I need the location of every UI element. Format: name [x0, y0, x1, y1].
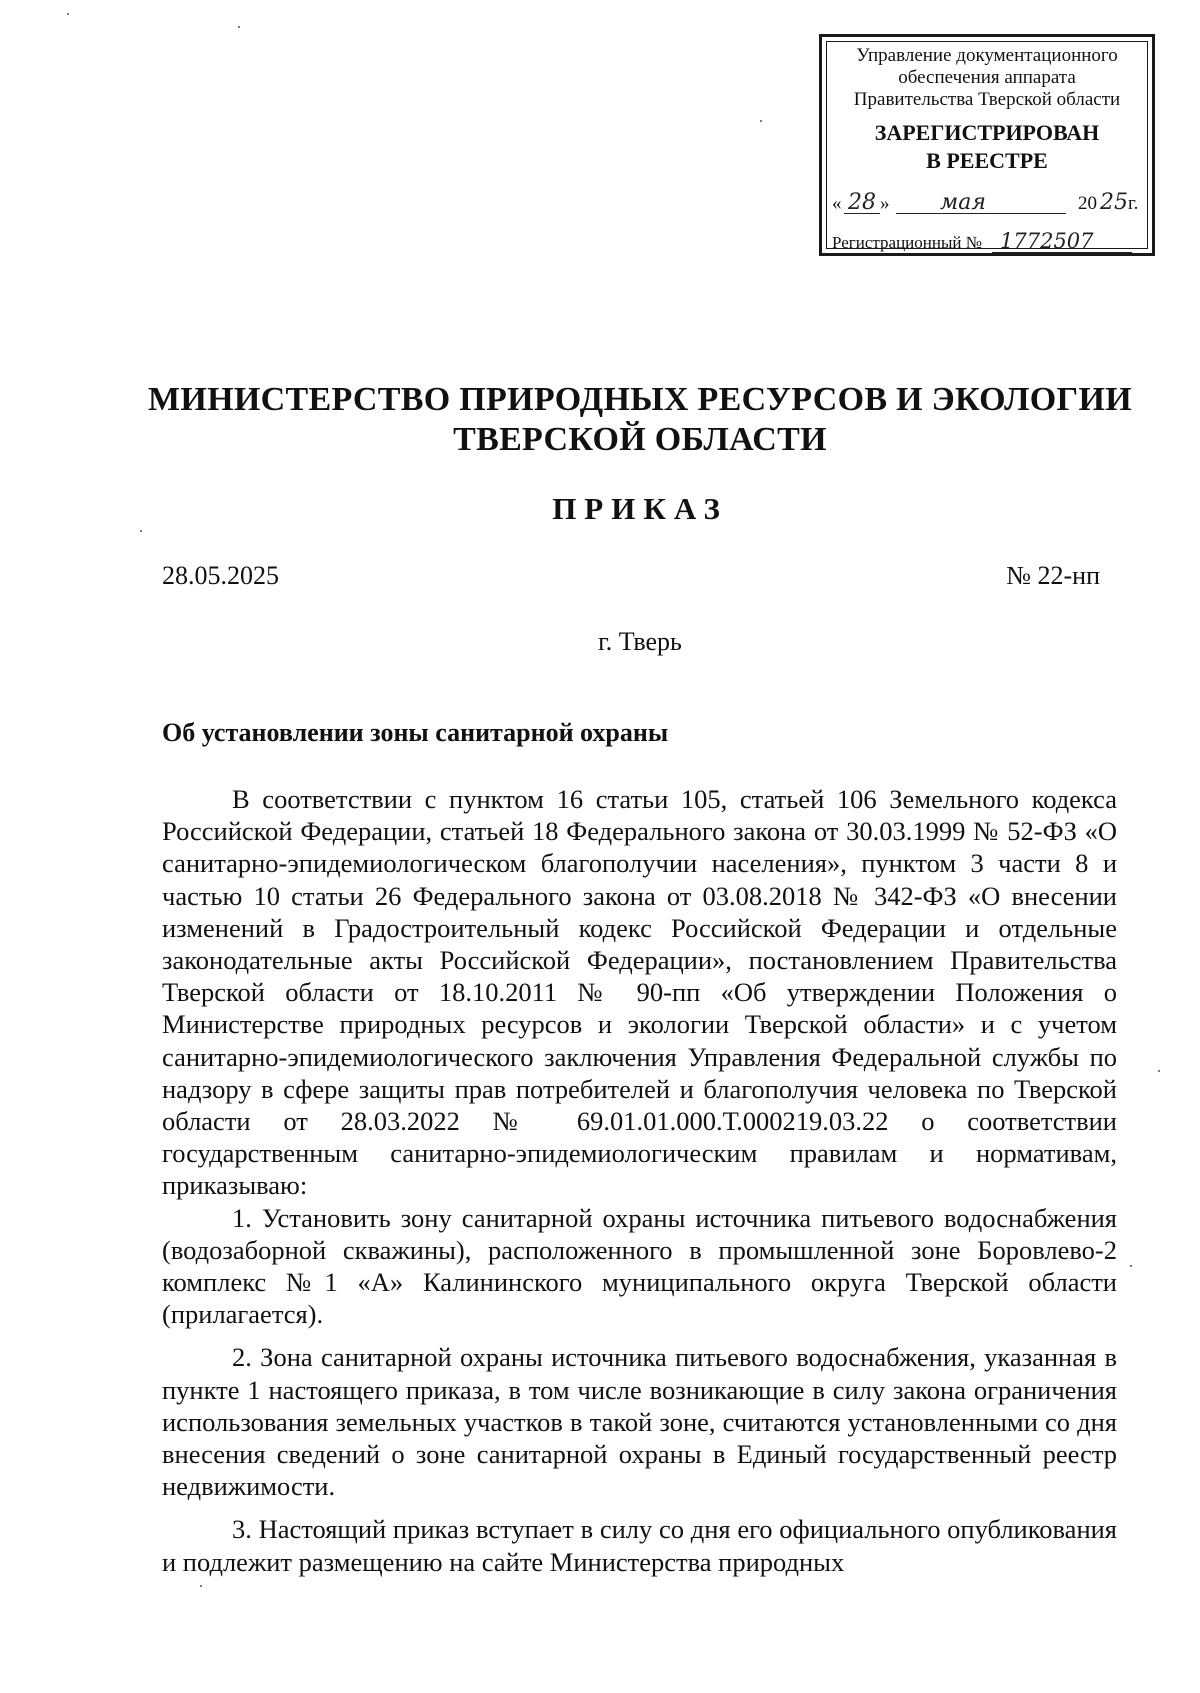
document-subject: Об установлении зоны санитарной охраны — [162, 718, 669, 747]
stamp-year-mark: г. — [1128, 193, 1139, 214]
stamp-day: 28 — [848, 190, 876, 215]
ministry-title-line1: МИНИСТЕРСТВО ПРИРОДНЫХ РЕСУРСОВ И ЭКОЛОГИИ — [148, 381, 1132, 418]
preamble-paragraph: В соответствии с пунктом 16 статьи 105, статьей 106 Земельного кодекса Российской Федерации, статьей 18 Федерального закона от 30.03.1999 № 52-ФЗ «О санитарно-эпидемиологическом благополучии населения», пунктом 3 части 8 и частью 10 статьи 26 Федерального закона от 03.08.2018 № 342-ФЗ «О внесении изменений в Градостроительный кодекс Российской Федерации и отдельные законодательные акты Российской Федерации», постановлением Правительства Тверской области от 18.10.2011 № 90-пп «Об утверждении Положения о Министерстве природных ресурсов и экологии Тверской области» и с учетом санитарно-эпидемиологического заключения Управления Федеральной службы по надзору в сфере защиты прав потребителей и благополучия человека по Тверской области от 28.03.2022 № 69.01.01.000.Т.000219.03.22 о соответствии государственным санитарно-эпидемиологическим правилам и нормативам, приказываю: — [162, 784, 1117, 1201]
stamp-org-line: Управление документационного — [856, 45, 1118, 66]
order-item-3: 3. Настоящий приказ вступает в силу со дня его официального опубликования и подлежит размещению на сайте Министерства природных — [162, 1514, 1117, 1577]
order-item-2: 2. Зона санитарной охраны источника питьевого водоснабжения, указанная в пункте 1 настоящего приказа, в том числе возникающие в силу закона ограничения использования земельных участков в такой зоне, считаются установленными со дня внесения сведений о зоне санитарной охраны в Единый государственный реестр недвижимости. — [162, 1342, 1117, 1502]
order-item-1: 1. Установить зону санитарной охраны источника питьевого водоснабжения (водозаборной скважины), расположенного в промышленной зоне Боровлево-2 комплекс №1 «А» Калининского муниципального округа Тверской области (прилагается). — [162, 1202, 1117, 1330]
open-quote: « — [832, 193, 842, 214]
stamp-year-prefix: 20 — [1078, 193, 1097, 214]
stamp-org-line: обеспечения аппарата — [898, 67, 1076, 88]
stamp-organization — [822, 45, 1152, 111]
close-quote: » — [880, 193, 890, 214]
stamp-org-line: Правительства Тверской области — [853, 89, 1121, 110]
document-number: № 22-нп — [1006, 561, 1100, 590]
stamp-registered — [822, 119, 1152, 175]
document-type: ПРИКАЗ — [552, 491, 728, 526]
ministry-title-line2: ТВЕРСКОЙ ОБЛАСТИ — [453, 421, 827, 458]
document-date: 28.05.2025 — [162, 561, 279, 590]
document-body — [162, 783, 1117, 1578]
document-city: г. Тверь — [598, 627, 682, 656]
stamp-registered-line: В РЕЕСТРЕ — [926, 148, 1048, 173]
stamp-year-suffix: 25 — [1100, 190, 1128, 215]
stamp-reg-label: Регистрационный № — [832, 233, 982, 252]
stamp-reg-number: 1772507 — [1000, 229, 1094, 253]
stamp-date-row — [832, 187, 1144, 217]
registration-stamp — [819, 34, 1155, 256]
stamp-month: мая — [940, 190, 986, 215]
stamp-number-row — [832, 227, 1144, 255]
stamp-registered-line: ЗАРЕГИСТРИРОВАН — [874, 120, 1100, 145]
